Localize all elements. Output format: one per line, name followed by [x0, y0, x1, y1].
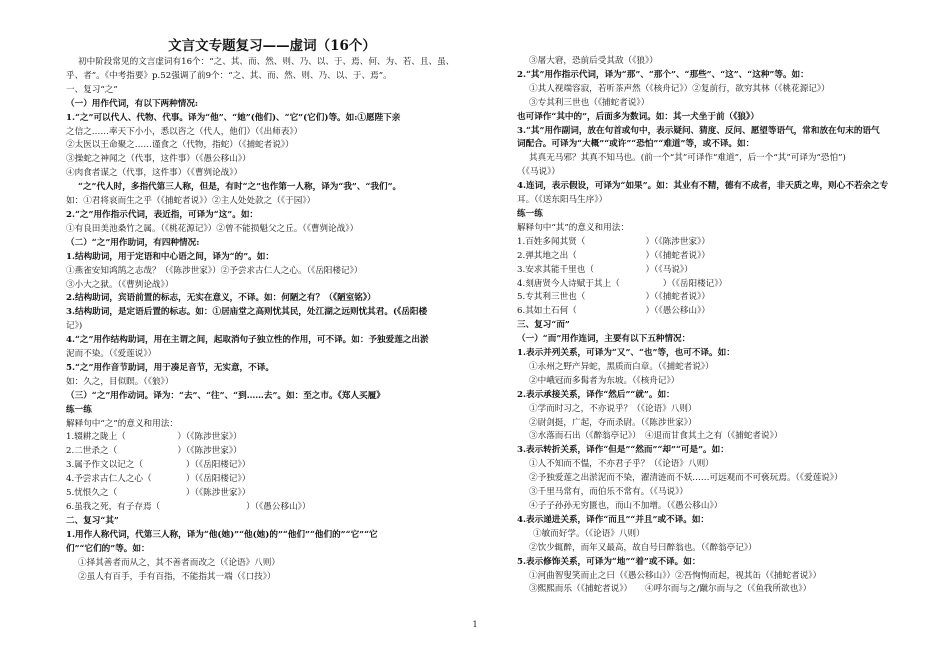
text-line: ①敏而好学。（《论语》八则） — [533, 528, 645, 539]
text-line: 6.其如土石何（ ）（《愚公移山》） — [517, 306, 710, 317]
text-line: 3.属予作文以记之（ ）（《岳阳楼记》） — [66, 460, 251, 471]
text-line: ④子子孙孙无穷匮也，而山不加增。（《愚公移山》） — [529, 501, 723, 511]
text-line: ①人不知而不愠，不亦君子乎？（《论语》八则） — [529, 459, 714, 470]
text-line: ③熙熙而乐（《捕蛇者说》） ④呼尔而与之/蹴尔而与之（《鱼我所欲也》） — [529, 584, 812, 595]
left-column — [66, 56, 478, 584]
text-line: ③屠大窘，恐前后受其敌（《狼》） — [529, 56, 658, 66]
text-line: 4.“之”用作结构助词，用在主谓之间，起取消句子独立性的作用，可不译。如：予独爱莲之出淤 — [66, 335, 429, 346]
text-line: 练一练 — [66, 404, 92, 415]
text-line: 如：久之，目似瞑。（《狼》） — [66, 376, 174, 387]
text-line: 初中阶段常见的文言虚词有16个：“之、其、而、然、则、乃、以、于、焉、何、为、若、且、虽、 — [78, 57, 455, 67]
text-line: （《马说》） — [517, 167, 560, 178]
text-line: 4.予尝求古仁人之心（ ）（《岳阳楼记》） — [66, 474, 251, 485]
text-line: 其真无马邪？其真不知马也。(前一个“其”可译作“难道”，后一个“其”可译为“恐怕”) — [529, 153, 846, 164]
text-line: 1.用作人称代词，代第三人称，译为“他(她)”“他(她)的”“他们”“他们的”“它”“它 — [66, 529, 378, 540]
text-line: 3.“其”用作副词，放在句首或句中，表示疑问、猜度、反问、愿望等语气，常和放在句末的语气 — [517, 125, 880, 136]
text-line: ①择其善者而从之，其不善者而改之（《论语》八则） — [78, 557, 280, 568]
text-line: ②予独爱莲之出淤泥而不染，濯清涟而不妖……可远观而不可亵玩焉。（《爱莲说》） — [529, 473, 843, 484]
text-line: ③千里马常有，而伯乐不常有。（《马说》） — [529, 487, 688, 498]
text-line: 记》) — [66, 321, 83, 332]
text-line: 1.辍耕之陇上（ ）（《陈涉世家》） — [66, 432, 242, 443]
text-line: 们”“它们的”等。如： — [66, 543, 150, 554]
text-line: 练一练 — [517, 208, 543, 219]
text-line: 乎、者”。《中考指要》p.52强调了前9个：“之、其、而、然、则、乃、以、于、焉”。 — [66, 70, 392, 81]
text-line: ③操蛇之神闻之（代事，这件事）（《愚公移山》） — [66, 154, 251, 165]
text-line: 5.忧恨久之（ ）（《陈涉世家》） — [66, 488, 251, 499]
text-line: ④肉食者谋之（代事，这件事）（《曹刿论战》） — [66, 168, 243, 179]
text-line: 也可译作“其中的”，后面多为数词。如：其一犬坐于前（《狼》） — [517, 111, 759, 122]
text-line: 耳。（《送东阳马生序》） — [517, 195, 608, 206]
right-column — [517, 55, 927, 597]
text-line: “之”代人时，多指代第三人称，但是，有时“之”也作第一人称，译为“我”、“我们”。 — [78, 182, 402, 193]
text-line: 解释句中“其”的意义和用法： — [517, 222, 629, 233]
text-line: 2.弹其地之出（ ）（《捕蛇者说》） — [517, 250, 710, 261]
text-line: 1.结构助词，用于定语和中心语之间，译为“的”。如： — [66, 251, 274, 262]
text-line: ③水落而石出（《醉翁亭记》） ④退而甘食其土之有（《捕蛇者说》） — [529, 431, 783, 442]
text-line: 1.表示并列关系，可译为“又”、“也”等，也可不译。如： — [517, 348, 735, 359]
page-title: 文言文专题复习——虚词（16个） — [168, 38, 376, 54]
text-line: （一）用作代词，有以下两种情况: — [66, 98, 199, 109]
text-line: （二）“之”用作助词，有四种情况: — [66, 237, 200, 248]
text-line: 1.百姓多闻其贤（ ）（《陈涉世家》） — [517, 236, 710, 247]
text-line: ②虽人有百手，手有百指，不能指其一端（《口技》） — [78, 571, 276, 582]
text-line: ①有良田美池桑竹之属。（《桃花源记》）②曾不能损魁父之丘。（《曹刿论战》） — [66, 223, 359, 234]
text-line: 词配合。可译为“大概”“或许”“恐怕”“难道”等，或不译。如： — [517, 139, 755, 150]
text-line: ②尉剑挺，广起，夺而杀尉。（《陈涉世家》） — [529, 417, 697, 428]
text-line: 一、复习“之” — [66, 84, 118, 95]
text-line: ②中峨冠而多髯者为东坡。（《核舟记》） — [529, 375, 680, 386]
text-line: ①学而时习之，不亦说乎？（《论语》八则） — [529, 403, 697, 414]
text-line: ①河曲智叟笑而止之曰（《愚公移山》）②吾恂恂而起，视其缶（《捕蛇者说》） — [529, 570, 822, 581]
text-line: 6.虽我之死，有子存焉（ ）（《愚公移山》） — [66, 502, 311, 512]
text-line: 2.表示承接关系，译作“然后”“就”。如： — [517, 389, 675, 400]
text-line: 5.表示修饰关系，可译为“地”“着”或不译。如： — [517, 556, 701, 567]
text-line: 4.表示递进关系，译作“而且”“并且”或不译。如： — [517, 514, 710, 525]
text-line: 之信之……率天下小小，悉以咨之（代人，他们）（《出师表》） — [66, 126, 303, 137]
text-line: 2.“之”用作指示代词，表近指，可译为“这”。如： — [66, 209, 259, 220]
text-line: ③专其利三世也（《捕蛇者说》） — [529, 97, 650, 108]
text-line: 2.“其”用作指示代词，译为“那”、“那个”、“那些”、“这”、“这种”等。如： — [517, 69, 809, 80]
text-line: 2.结构助词，宾语前置的标志，无实在意义，不译。如：何陋之有？（《陋室铭》） — [66, 293, 376, 304]
text-line: 3.结构助词，是定语后置的标志。如：①居庙堂之高则忧其民，处江湖之远则忧其君。(《岳阳楼 — [66, 307, 428, 318]
text-line: 1.“之”可以代人、代物、代事。译为“他”、“她”(他们)、“它”(它们)等。如:①愿陛下亲 — [66, 112, 401, 123]
text-line: 三、复习“而” — [517, 320, 570, 331]
text-line: 泥而不染。（《爱莲说》） — [66, 349, 157, 360]
text-line: 5.专其利三世也（ ）（《捕蛇者说》） — [517, 292, 710, 303]
page-number: 1 — [472, 620, 478, 629]
text-line: 5.“之”用作音节助词，用于凑足音节，无实意，不译。 — [66, 362, 274, 373]
text-line: （三）“之”用作动词。译为：“去”、“往”、“到……去”。如：至之市。《郑人买履》 — [66, 390, 385, 401]
text-line: 二、复习“其” — [66, 515, 119, 526]
text-line: 4.连词，表示假设，可译为“如果”。如：其业有不精，德有不成者，非天质之卑，则心不若余之专 — [517, 181, 889, 192]
text-line: ③小大之狱。（《曹刿论战》） — [66, 279, 174, 290]
text-line: 2.二世杀之（ ）（《陈涉世家》） — [66, 446, 242, 457]
text-line: 3.表示转折关系，译作“但是”“然而”“却”“可是”。如： — [517, 445, 729, 456]
text-line: ②太医以王命聚之……谨食之（代物，指蛇）（《捕蛇者说》） — [66, 140, 294, 151]
text-line: 解释句中“之”的意义和用法： — [66, 418, 178, 429]
text-line: 4.刻唐贤今人诗赋于其上（ ）（《岳阳楼记》） — [517, 278, 728, 289]
text-line: ②饮少辄醉，而年又最高，故自号曰醉翁也。（《醉翁亭记》） — [529, 542, 757, 553]
text-line: ①燕雀安知鸿鹄之志哉？（《陈涉世家》）②予尝求古仁人之心。（《岳阳楼记》） — [66, 265, 363, 276]
text-line: 3.安求其能千里也（ ）（《马说》） — [517, 264, 693, 275]
text-line: ①永州之野产异蛇，黑质而白章。（《捕蛇者说》） — [529, 361, 714, 372]
text-line: 如：①君将哀而生之乎（《捕蛇者说》）②主人处处款之（《于园》） — [66, 196, 316, 207]
text-line: ①其人视端容寂，若听茶声然（《核舟记》）②复前行，欲穷其林（《桃花源记》） — [529, 83, 830, 94]
text-line: （一）“而”用作连词，主要有以下五种情况： — [517, 334, 691, 345]
